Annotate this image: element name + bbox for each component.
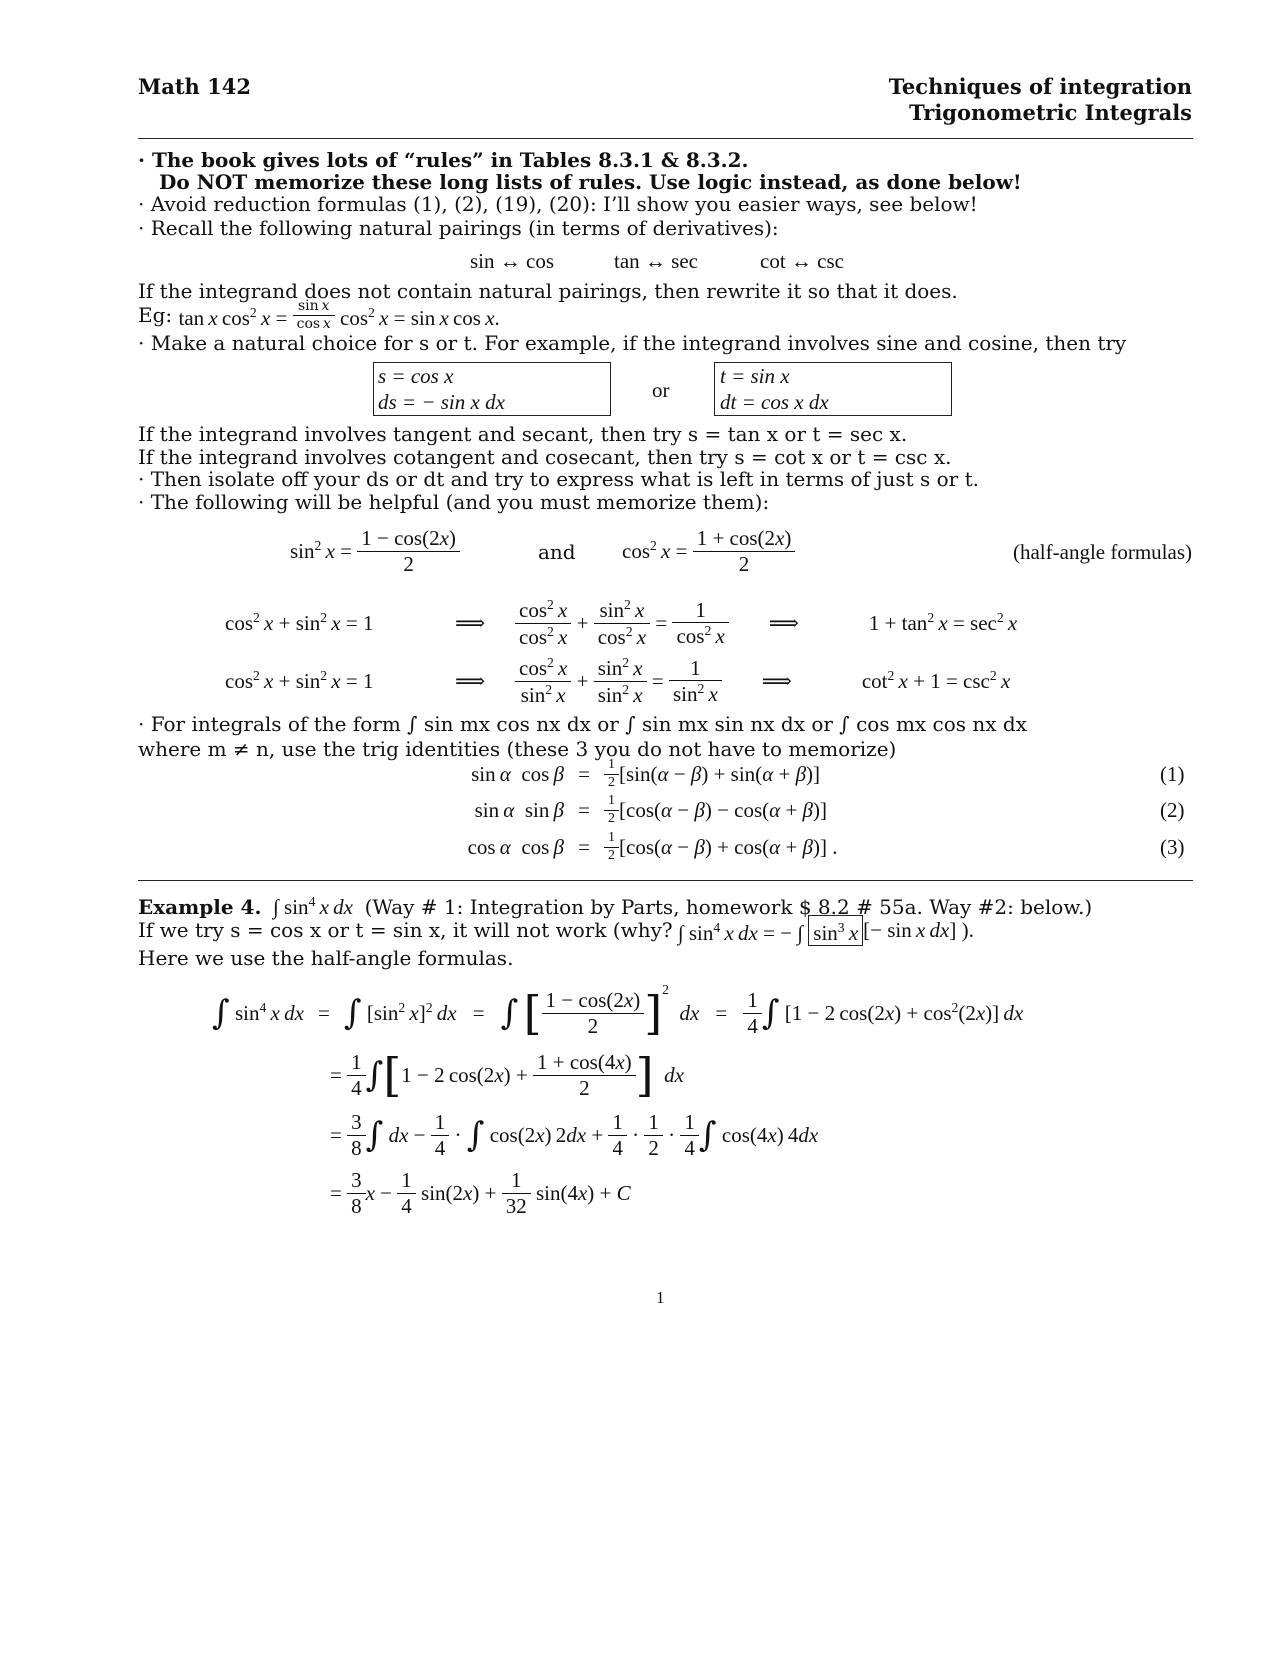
half-angle-sin: $\sin^2 x$ = $\frac{1 - \cos(2x)}{2}$ [290, 520, 460, 582]
tan-sec-note: If the integrand involves tangent and secant, then try s = tan x or t = sec x. [138, 422, 908, 446]
subtopic-title: Trigonometric Integrals [909, 100, 1192, 125]
pythag-row-1: $\cos^2 x + \sin^2 x = 1$ ⟹ $\frac{\cos^2 x}{\cos^2 x}$ + $\frac{\sin^2 x}{\cos^2 x}$ = $\frac{1}{\cos^2 x}$ ⟹ $1 + \tan^2 x = \sec^2 x$ [225, 597, 1018, 649]
topic-title: Techniques of integration [888, 74, 1192, 99]
half-angle-cos-fraction: $\frac{1 + \cos(2x)}{2}$ [693, 526, 796, 575]
identity-1: sin α cos β = $\frac{1}{2}$ [sin(α − β) + sin(α + β)] [471, 757, 821, 790]
example-label: Example 4. [138, 895, 262, 919]
cot-csc-note: If the integrand involves cotangent and cosecant, then try s = cot x or t = csc x. [138, 445, 952, 469]
eg-label: Eg: [138, 303, 173, 327]
work-line-1: ∫ $\sin^4 x$ dx = ∫ [$\sin^2$ x]$^2$ dx = ∫ [ $\frac{1 - \cos(2x)}{2}$ ] $^2$ dx = $\frac{1}{4}$ ∫ [1 − 2 $\cos(2x) + \cos^2(2x)$] dx [212, 982, 1024, 1040]
course-title: Math 142 [138, 74, 251, 99]
bullet-6: · The following will be helpful (and you must memorize them): [138, 490, 770, 514]
bullet-2-text: Avoid reduction formulas (1), (2), (19), (20): I’ll show you easier ways, see below! [150, 192, 978, 216]
eq-number-1: (1) [1160, 762, 1185, 786]
box-s-line1: s = cos x [378, 364, 454, 388]
rewrite-note: If the integrand does not contain natural pairings, then rewrite it so that it does. [138, 279, 958, 303]
bullet-7-text: For integrals of the form ∫ sin mx cos nx dx or ∫ sin mx sin nx dx or ∫ cos mx cos nx dx [150, 712, 1028, 736]
bullet-3-text: Recall the following natural pairings (in terms of derivatives): [150, 216, 779, 240]
work-line-3: = $\frac{3}{8}$ ∫ dx − $\frac{1}{4}$ · ∫ cos(2x) 2dx + $\frac{1}{4}$ · $\frac{1}{2}$ · $\frac{1}{4}$ ∫ cos(4x) 4dx [330, 1110, 819, 1160]
eg-formula: tan x $\cos^2 x$ = [178, 304, 293, 330]
identity-2: sin α sin β = $\frac{1}{2}$ [cos(α − β) − cos(α + β)] [474, 793, 827, 826]
work-line-4: = $\frac{3}{8}$ x − $\frac{1}{4}$ sin(2x) + $\frac{1}{32}$ sin(4x) + C [330, 1168, 631, 1218]
pairing-cot-csc: cot ↔ csc [760, 249, 844, 273]
page-number: 1 [656, 1288, 665, 1307]
work-line-2: = $\frac{1}{4}$ ∫ [ 1 − 2 cos(2x) + $\frac{1 + \cos(4x)}{2}$ ] dx [330, 1048, 684, 1102]
bullet-3: · Recall the following natural pairings (in terms of derivatives): [138, 216, 779, 240]
bullet-7: · For integrals of the form ∫ sin mx cos nx dx or ∫ sin mx sin nx dx or ∫ cos mx cos nx dx [138, 712, 1028, 736]
example-title: Example 4. ∫ $\sin^4 x$ dx (Way # 1: Integration by Parts, homework $ 8.2 # 55a. Way #2: below.) [138, 894, 1093, 919]
eg-fraction: $\frac{\text{sin x}}{\text{cos x}}$ [293, 298, 335, 331]
pairing-tan-sec: tan ↔ sec [614, 249, 698, 273]
example-rule [138, 880, 1193, 881]
example-line-2: If we try s = cos x or t = sin x, it will not work (why? ∫ $\sin^4 x$ dx = − ∫ $\sin^3 x$ [− sin x dx] ). [138, 914, 974, 946]
identity-3: cos α cos β = $\frac{1}{2}$ [cos(α − β) + cos(α + β)] . [467, 830, 838, 863]
eq-number-2: (2) [1160, 798, 1185, 822]
eg-line: Eg: tan x $\cos^2 x$ = $\frac{\text{sin x}}{\text{cos x}}$ $\cos^2 x = \sin x$ cos x. [138, 298, 500, 332]
bullet-1: · The book gives lots of “rules” in Tables 8.3.1 & 8.3.2. [138, 148, 749, 172]
pythag-row-2: $\cos^2 x + \sin^2 x = 1$ ⟹ $\frac{\cos^2 x}{\sin^2 x}$ + $\frac{\sin^2 x}{\sin^2 x}$ = $\frac{1}{\sin^2 x}$ ⟹ $\cot^2 x + 1 = \csc^2 x$ [225, 655, 1011, 707]
example-line-3: Here we use the half-angle formulas. [138, 946, 514, 970]
half-angle-cos: $\cos^2 x$ = $\frac{1 + \cos(2x)}{2}$ [622, 520, 795, 582]
example-title-rest: (Way # 1: Integration by Parts, homework $ 8.2 # 55a. Way #2: below.) [364, 895, 1093, 919]
half-angle-label: (half-angle formulas) [1012, 540, 1192, 564]
bullet-2: · Avoid reduction formulas (1), (2), (19), (20): I’ll show you easier ways, see below! [138, 192, 978, 216]
example-line-2-text: If we try s = cos x or t = sin x, it will not work (why? [138, 918, 673, 942]
box-or: or [652, 378, 670, 402]
bullet-4-text: Make a natural choice for s or t. For example, if the integrand involves sine and cosine, then try [150, 331, 1127, 355]
bullet-5: · Then isolate off your ds or dt and try to express what is left in terms of just s or t. [138, 467, 979, 491]
bullet-1-line2: Do NOT memorize these long lists of rules. Use logic instead, as done below! [159, 170, 1022, 194]
bullet-1-text: The book gives lots of “rules” in Tables 8.3.1 & 8.3.2. [151, 148, 749, 172]
half-angle-and: and [538, 540, 576, 564]
box-t-line1: t = sin x [720, 364, 790, 388]
bullet-4: · Make a natural choice for s or t. For example, if the integrand involves sine and cosine, then try [138, 331, 1127, 355]
boxed-sin-cubed: $\sin^3 x$ [808, 915, 863, 946]
box-t-line2: dt = cos x dx [720, 390, 829, 414]
header-rule [138, 138, 1193, 139]
half-angle-sin-fraction: $\frac{1 - \cos(2x)}{2}$ [357, 526, 460, 575]
pairing-sin-cos: sin ↔ cos [470, 249, 554, 273]
box-s-line2: ds = − sin x dx [378, 390, 505, 414]
bullet-6-text: The following will be helpful (and you must memorize them): [150, 490, 770, 514]
eq-number-3: (3) [1160, 835, 1185, 859]
bullet-5-text: Then isolate off your ds or dt and try to express what is left in terms of just s or t. [150, 467, 979, 491]
where-note: where m ≠ n, use the trig identities (these 3 you do not have to memorize) [138, 737, 897, 761]
